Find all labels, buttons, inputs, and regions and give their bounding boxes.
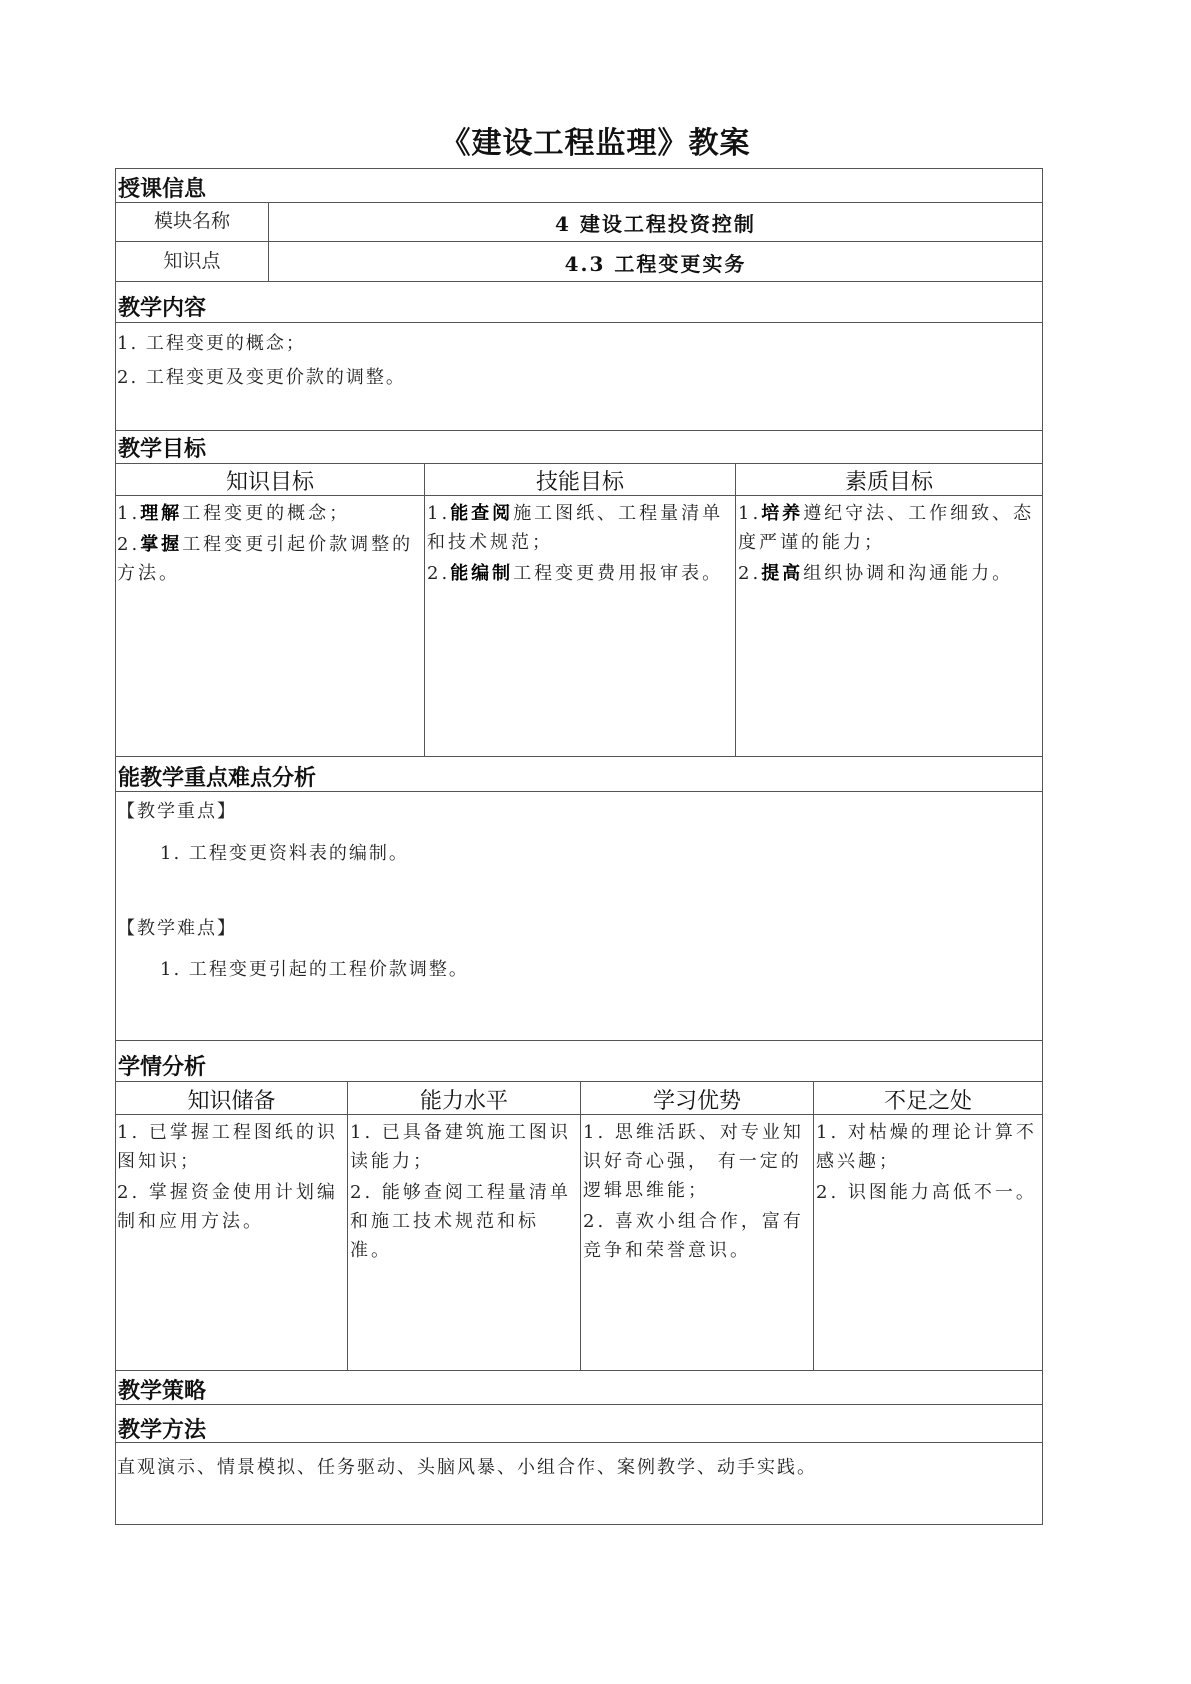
skill-goal-cell xyxy=(427,499,729,590)
knowledge-base-item: 1. 已掌握工程图纸的识图知识； xyxy=(117,1122,338,1172)
weakness-item: 1. 对枯燥的理论计算不感兴趣； xyxy=(816,1122,1037,1172)
content-item: 1. 工程变更的概念； xyxy=(117,333,306,354)
divider xyxy=(115,1081,1043,1082)
focus-item: 1. 工程变更资料表的编制。 xyxy=(160,843,409,864)
divider xyxy=(347,1081,348,1370)
divider xyxy=(115,241,1043,242)
difficulty-item: 1. 工程变更引起的工程价款调整。 xyxy=(160,959,469,980)
column-header-knowledge-base: 知识储备 xyxy=(187,1089,276,1114)
weakness-item: 2. 识图能力高低不一。 xyxy=(816,1182,1037,1203)
divider xyxy=(115,1442,1043,1443)
module-label: 模块名称 xyxy=(153,210,230,232)
knowledge-base-item: 2. 掌握资金使用计划编制和应用方法。 xyxy=(117,1182,338,1232)
divider xyxy=(115,202,1043,203)
divider xyxy=(735,463,736,756)
divider xyxy=(115,463,1043,464)
focus-label: 【教学重点】 xyxy=(117,801,237,822)
column-header-knowledge-goal: 知识目标 xyxy=(225,470,314,495)
section-header-analysis: 学情分析 xyxy=(118,1054,207,1080)
ability-level-cell xyxy=(350,1118,576,1267)
weakness-cell xyxy=(816,1118,1038,1209)
section-header-course-info: 授课信息 xyxy=(118,176,207,202)
divider xyxy=(115,322,1043,323)
knowledge-goal-item: 2.掌握工程变更引起价款调整的方法。 xyxy=(117,534,414,584)
column-header-ability-level: 能力水平 xyxy=(419,1089,508,1114)
section-header-key-points: 能教学重点难点分析 xyxy=(118,765,317,791)
divider xyxy=(115,756,1043,757)
column-header-learning-advantage: 学习优势 xyxy=(652,1089,741,1114)
content-item: 2. 工程变更及变更价款的调整。 xyxy=(117,367,406,388)
quality-goal-cell xyxy=(738,499,1038,590)
divider xyxy=(580,1081,581,1370)
page-title: 《建设工程监理》教案 xyxy=(440,126,751,161)
ability-level-item: 1. 已具备建筑施工图识读能力； xyxy=(350,1122,571,1172)
skill-goal-item: 1.能查阅施工图纸、工程量清单和技术规范； xyxy=(427,503,724,553)
knowledge-goal-cell xyxy=(117,499,419,590)
knowledge-base-cell xyxy=(117,1118,343,1238)
column-header-quality-goal: 素质目标 xyxy=(844,470,933,495)
divider xyxy=(813,1081,814,1370)
section-header-goals: 教学目标 xyxy=(118,436,207,462)
section-header-content: 教学内容 xyxy=(118,295,207,321)
divider xyxy=(115,1404,1043,1405)
column-header-weakness: 不足之处 xyxy=(883,1089,972,1114)
knowledge-point-label: 知识点 xyxy=(163,250,221,272)
divider xyxy=(115,1040,1043,1041)
learning-advantage-cell xyxy=(583,1118,809,1267)
teaching-methods: 直观演示、情景模拟、任务驱动、头脑风暴、小组合作、案例教学、动手实践。 xyxy=(117,1457,817,1478)
quality-goal-item: 2.提高组织协调和沟通能力。 xyxy=(738,563,1014,584)
column-header-skill-goal: 技能目标 xyxy=(535,470,624,495)
divider xyxy=(115,281,1043,282)
difficulty-label: 【教学难点】 xyxy=(117,918,237,939)
knowledge-point-value: 4.3 工程变更实务 xyxy=(564,252,747,276)
module-value: 4 建设工程投资控制 xyxy=(555,212,756,236)
teaching-method-header: 教学方法 xyxy=(118,1417,207,1443)
ability-level-item: 2. 能够查阅工程量清单和施工技术规范和标准。 xyxy=(350,1182,571,1261)
divider xyxy=(115,1370,1043,1371)
divider xyxy=(115,430,1043,431)
knowledge-goal-item: 1.理解工程变更的概念； xyxy=(117,503,351,524)
quality-goal-item: 1.培养遵纪守法、工作细致、态度严谨的能力； xyxy=(738,503,1035,553)
skill-goal-item: 2.能编制工程变更费用报审表。 xyxy=(427,563,724,584)
learning-advantage-item: 1. 思维活跃、对专业知识好奇心强， 有一定的逻辑思维能； xyxy=(583,1122,804,1201)
divider xyxy=(424,463,425,756)
section-header-strategy: 教学策略 xyxy=(118,1378,207,1404)
learning-advantage-item: 2. 喜欢小组合作，富有竞争和荣誉意识。 xyxy=(583,1211,804,1261)
